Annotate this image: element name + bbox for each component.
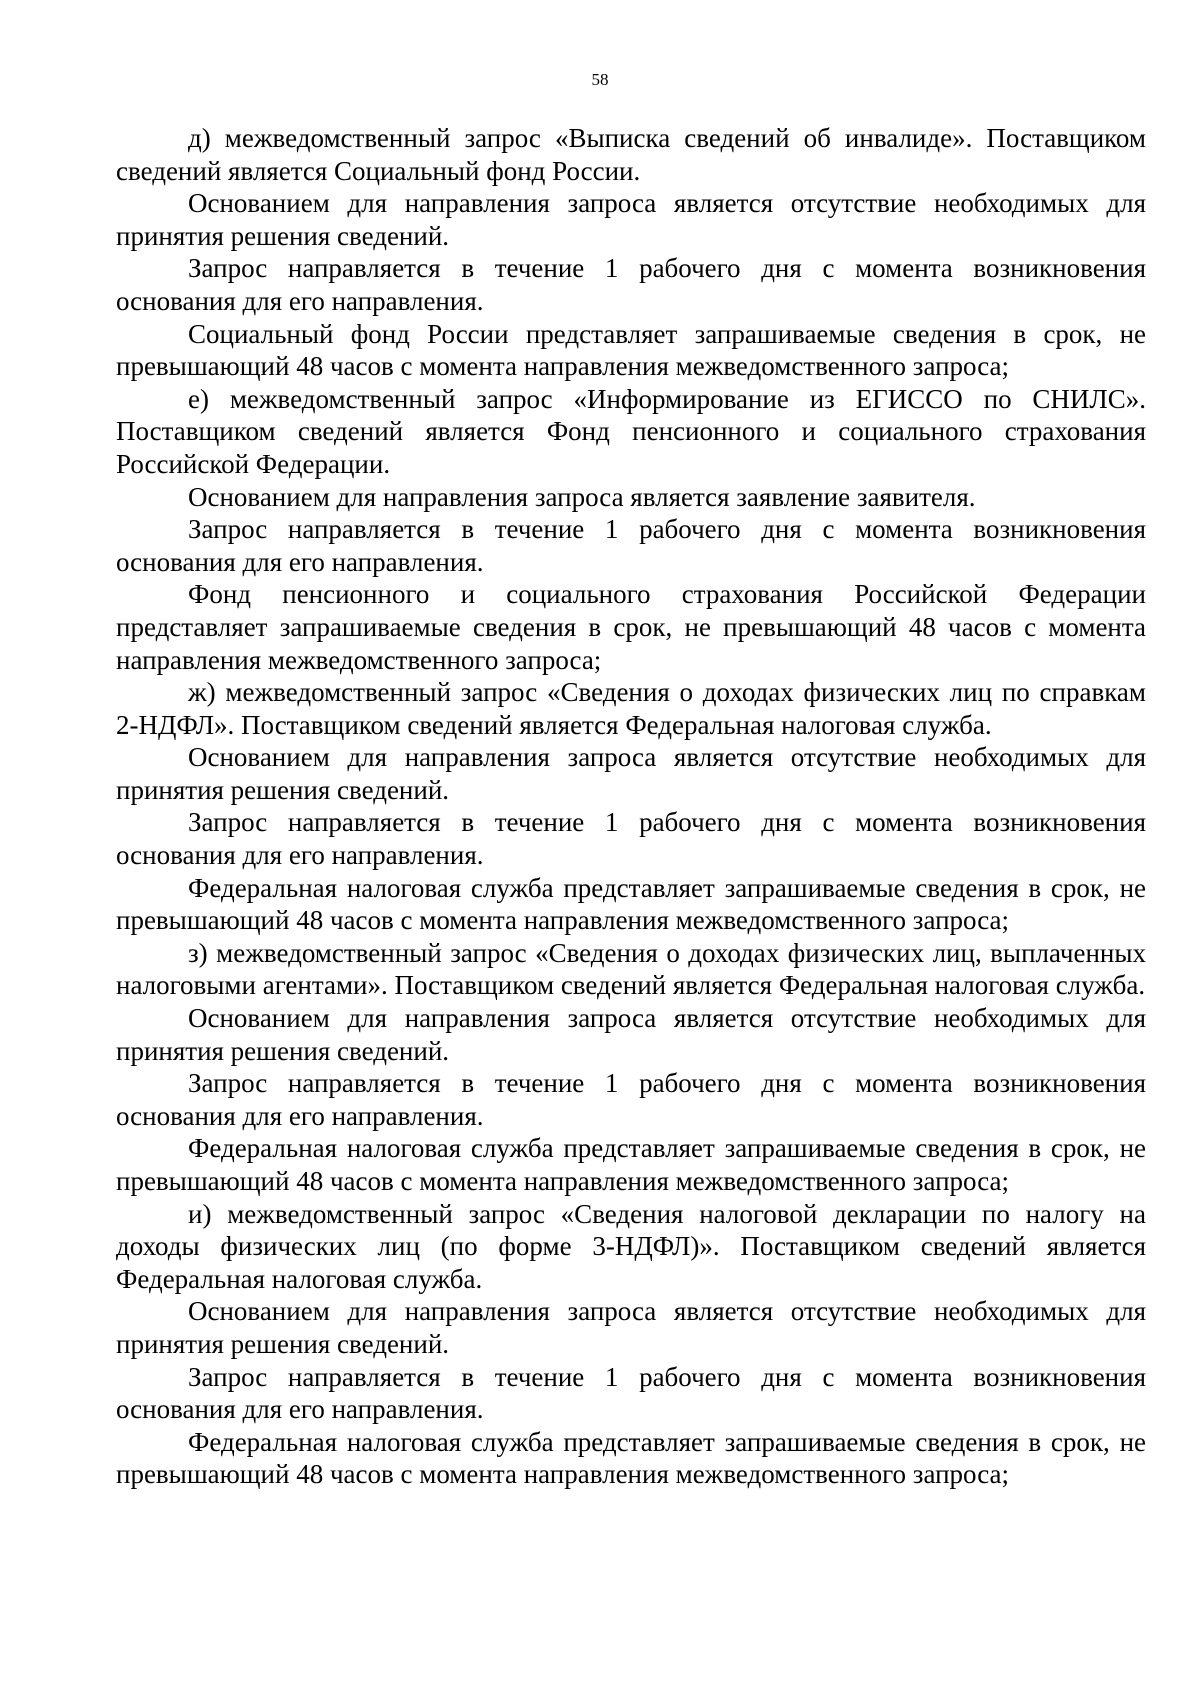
paragraph-d-response: Социальный фонд России представляет запрашиваемые сведения в срок, не превышающий 48 часов с момента направления межведомственного запроса;	[116, 318, 1146, 382]
paragraph-z-timing: Запрос направляется в течение 1 рабочего дня с момента возникновения основания для его направления.	[116, 1068, 1146, 1131]
paragraph-d-basis: Основанием для направления запроса является отсутствие необходимых для принятия решения сведений.	[116, 188, 1146, 251]
paragraph-z-request: з) межведомственный запрос «Сведения о доходах физических лиц, выплаченных налоговыми агентами». Поставщиком сведений является Федеральная налоговая служба.	[116, 937, 1146, 1001]
document-body	[116, 122, 1146, 1491]
paragraph-i-request: и) межведомственный запрос «Сведения налоговой декларации по налогу на доходы физических лиц (по форме 3-НДФЛ)». Поставщиком сведений является Федеральная налоговая служба.	[116, 1198, 1146, 1294]
paragraph-i-response: Федеральная налоговая служба представляет запрашиваемые сведения в срок, не превышающий 48 часов с момента направления межведомственного запроса;	[116, 1426, 1146, 1490]
paragraph-e-response: Фонд пенсионного и социального страхования Российской Федерации представляет запрашиваемые сведения в срок, не превышающий 48 часов с момента направления межведомственного запроса;	[116, 579, 1146, 675]
paragraph-d-timing: Запрос направляется в течение 1 рабочего дня с момента возникновения основания для его направления.	[116, 253, 1146, 316]
paragraph-z-basis: Основанием для направления запроса является отсутствие необходимых для принятия решения сведений.	[116, 1003, 1146, 1066]
page-number: 58	[591, 70, 609, 89]
paragraph-i-basis: Основанием для направления запроса является отсутствие необходимых для принятия решения сведений.	[116, 1296, 1146, 1359]
paragraph-zh-basis: Основанием для направления запроса является отсутствие необходимых для принятия решения сведений.	[116, 742, 1146, 805]
paragraph-i-timing: Запрос направляется в течение 1 рабочего дня с момента возникновения основания для его направления.	[116, 1361, 1146, 1425]
paragraph-zh-timing: Запрос направляется в течение 1 рабочего дня с момента возникновения основания для его направления.	[116, 807, 1146, 871]
paragraph-e-request: е) межведомственный запрос «Информирование из ЕГИССО по СНИЛС». Поставщиком сведений является Фонд пенсионного и социального страхования Российской Федерации.	[116, 383, 1146, 479]
paragraph-e-basis: Основанием для направления запроса является заявление заявителя.	[188, 481, 976, 512]
paragraph-zh-request: ж) межведомственный запрос «Сведения о доходах физических лиц по справкам 2-НДФЛ». Поставщиком сведений является Федеральная налоговая служба.	[116, 677, 1146, 740]
paragraph-d-request: д) межведомственный запрос «Выписка сведений об инвалиде». Поставщиком сведений является Социальный фонд России.	[116, 123, 1146, 186]
paragraph-e-timing: Запрос направляется в течение 1 рабочего дня с момента возникновения основания для его направления.	[116, 514, 1146, 577]
paragraph-z-response: Федеральная налоговая служба представляет запрашиваемые сведения в срок, не превышающий 48 часов с момента направления межведомственного запроса;	[116, 1133, 1146, 1196]
paragraph-zh-response: Федеральная налоговая служба представляет запрашиваемые сведения в срок, не превышающий 48 часов с момента направления межведомственного запроса;	[116, 872, 1146, 936]
